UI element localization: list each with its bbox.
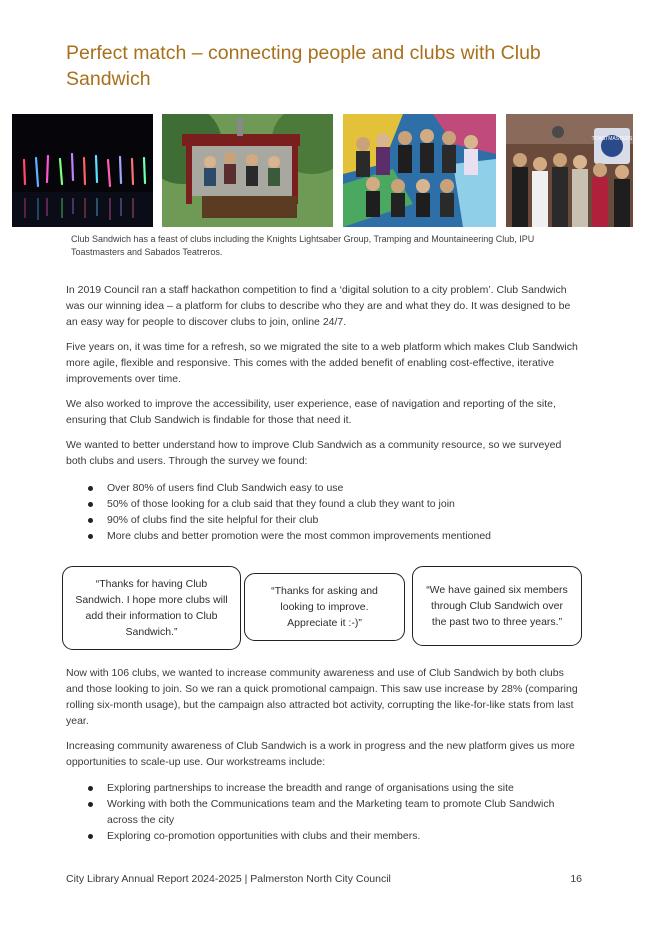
toastmasters-banner-text: TOASTMASTERS <box>591 136 633 142</box>
page-title: Perfect match – connecting people and clubs with Club Sandwich <box>66 42 541 90</box>
quote-box <box>412 566 582 646</box>
paragraph-survey-intro: We wanted to better understand how to improve Club Sandwich as a community resource, so we surveyed both clubs and users. Through the survey we found: <box>66 439 562 467</box>
list-item: Exploring co-promotion opportunities with clubs and their members. <box>86 828 566 844</box>
list-item: Over 80% of users find Club Sandwich easy to use <box>86 480 566 496</box>
tramping-club-photo <box>162 114 333 227</box>
photo-caption: Club Sandwich has a feast of clubs including the Knights Lightsaber Group, Tramping and Mountaineering Club, IPU Toastmasters and Sabados Teatreros. <box>71 234 535 257</box>
paragraph-workstreams-intro: Increasing community awareness of Club Sandwich is a work in progress and the new platform gives us more opportunities to scale-up use. Our workstreams include: <box>66 740 575 768</box>
paragraph-campaign: Now with 106 clubs, we wanted to increase community awareness and use of Club Sandwich by both clubs and those looking to join. So we ran a quick promotional campaign. This saw use increase by 28% (comparing rolling six-month usage), but the campaign also attracted bot activity, corrupting the like-for-like stats from last year. <box>66 667 578 727</box>
sabados-teatreros-photo <box>343 114 496 227</box>
ipu-toastmasters-photo <box>506 114 633 227</box>
list-item: Exploring partnerships to increase the breadth and range of organisations using the site <box>86 780 566 796</box>
paragraph-hackathon: In 2019 Council ran a staff hackathon competition to find a ‘digital solution to a city problem’. Club Sandwich was our winning idea – a platform for clubs to describe who they are and what they do. It was designed to be an easy way for people to discover clubs to join, online 24/7. <box>66 284 571 328</box>
paragraph-accessibility: We also worked to improve the accessibility, user experience, ease of navigation and reporting of the site, ensuring that Club Sandwich is findable for those that need it. <box>66 398 556 426</box>
survey-findings-list <box>86 480 566 544</box>
quote-box <box>244 573 405 641</box>
page-number: 16 <box>570 873 582 885</box>
page-footer <box>66 871 582 887</box>
list-item: 90% of clubs find the site helpful for their club <box>86 512 566 528</box>
quote-text: “Thanks for having Club Sandwich. I hope more clubs will add their information to Club Sandwich.” <box>75 578 228 638</box>
quote-text: “We have gained six members through Club Sandwich over the past two to three years.” <box>426 584 568 628</box>
lightsaber-group-photo <box>12 114 153 227</box>
list-item: Working with both the Communications team and the Marketing team to promote Club Sandwich across the city <box>86 796 566 828</box>
footer-report-title: City Library Annual Report 2024-2025 | Palmerston North City Council <box>66 873 391 885</box>
quote-text: “Thanks for asking and looking to improve. Appreciate it :-)” <box>271 585 378 629</box>
workstreams-list <box>86 780 566 844</box>
quote-box <box>62 566 241 650</box>
list-item: 50% of those looking for a club said that they found a club they want to join <box>86 496 566 512</box>
list-item: More clubs and better promotion were the most common improvements mentioned <box>86 528 566 544</box>
paragraph-refresh: Five years on, it was time for a refresh, so we migrated the site to a web platform which makes Club Sandwich more agile, flexible and responsive. This comes with the added benefit of enabling cost-effective, iterative improvements over time. <box>66 341 578 385</box>
